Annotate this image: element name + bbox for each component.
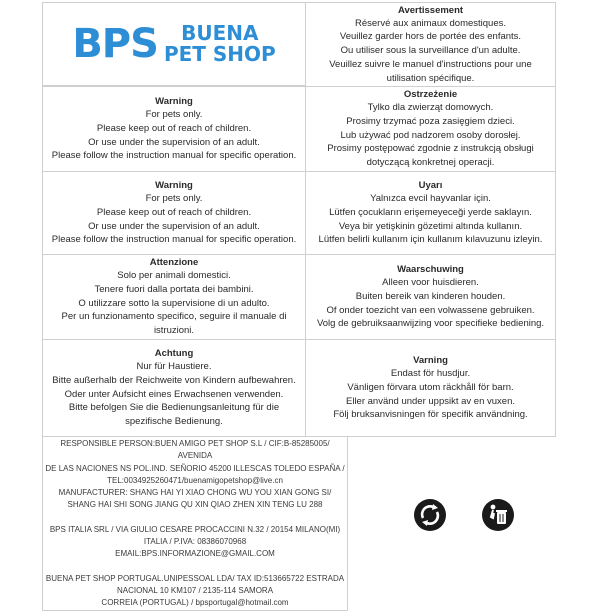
block-line: Bitte außerhalb der Reichweite von Kindern aufbewahren. [52, 374, 296, 386]
block-line: Veuillez garder hors de portée des enfants. [339, 31, 522, 43]
brand-logo [72, 22, 275, 66]
warning-block-en-1 [42, 86, 306, 172]
company-line: CORREIA (PORTUGAL) / bpsportugal@hotmail.com [101, 598, 289, 608]
block-line: Or use under the supervision of an adult. [88, 220, 260, 232]
block-line: Lütfen belirli kullanım için kullanım kılavuzunu izleyin. [318, 234, 543, 246]
block-line: For pets only. [145, 108, 203, 120]
block-heading: Attenzione [149, 257, 199, 268]
block-line: Or use under the supervision of an adult. [88, 136, 260, 148]
block-line: Réservé aux animaux domestiques. [354, 17, 507, 29]
block-line: Ou utiliser sous la surveillance d'un adulte. [340, 45, 521, 57]
block-line: Prosimy trzymać poza zasięgiem dzieci. [346, 115, 515, 127]
block-line: Please keep out of reach of children. [96, 122, 252, 134]
brand-initials: BPS [72, 21, 158, 67]
block-line: Solo per animali domestici. [117, 270, 231, 281]
warning-block-en-2 [42, 171, 306, 255]
block-line: Of onder toezicht van een volwassene gebruiken. [326, 304, 535, 316]
block-line: istruzioni. [153, 325, 195, 337]
company-line: DE LAS NACIONES NS POL.IND. SEÑORIO 45200 ILLESCAS TOLEDO ESPAÑA / [45, 463, 345, 473]
block-heading: Warning [155, 179, 193, 191]
block-line: Yalnızca evcil hayvanlar için. [370, 192, 491, 204]
company-info [42, 436, 348, 611]
block-line: For pets only. [145, 192, 203, 204]
block-heading: Avertissement [397, 4, 464, 16]
company-line: ITALIA / P.IVA: 08386070968 [143, 537, 247, 547]
block-heading: Waarschuwing [397, 263, 464, 275]
company-line: BUENA PET SHOP PORTUGAL.UNIPESSOAL LDA/ TAX ID:513665722 ESTRADA [45, 573, 345, 583]
block-line: dotyczącą konkretnej operacji. [366, 157, 495, 169]
block-heading: Uyarı [418, 179, 443, 191]
block-heading: Varning [413, 354, 448, 366]
block-line: Alleen voor huisdieren. [382, 276, 479, 288]
warning-block-de [42, 339, 306, 437]
company-spacer [43, 512, 347, 524]
block-line: utilisation spécifique. [386, 72, 475, 84]
block-line: Eller använd under uppsikt av en vuxen. [346, 395, 515, 407]
block-line: Vänligen förvara utom räckhåll för barn. [347, 381, 514, 393]
block-line: Veya bir yetişkinin gözetimi altında kullanın. [338, 220, 523, 232]
block-line: Nur für Haustiere. [136, 361, 212, 372]
disposal-icons [413, 498, 515, 532]
warning-block-tr [305, 171, 556, 255]
block-line: Lütfen çocukların erişemeyeceği yerde saklayın. [329, 206, 532, 218]
block-line: Volg de gebruiksaanwijzing voor specifieke bediening. [316, 318, 545, 330]
block-line: O utilizzare sotto la supervisione di un adulto. [78, 297, 270, 309]
warning-block-fr [305, 2, 556, 87]
company-line: MANUFACTURER: SHANG HAI YI XIAO CHONG WU YOU XIAN GONG SI/ [58, 488, 332, 498]
logo-cell [42, 2, 306, 86]
warning-block-pl [305, 86, 556, 172]
block-heading: Warning [155, 95, 193, 107]
block-line: Please keep out of reach of children. [96, 206, 252, 218]
block-line: Please follow the instruction manual for specific operation. [51, 234, 297, 246]
tidyman-bin-icon [481, 498, 515, 532]
block-line: Prosimy postępować zgodnie z instrukcją obsługi [327, 143, 534, 155]
company-line: BPS ITALIA SRL / VIA GIULIO CESARE PROCACCINI N.32 / 20154 MILANO(MI) [49, 524, 341, 534]
block-line: Buiten bereik van kinderen houden. [355, 290, 506, 302]
block-line: Please follow the instruction manual for specific operation. [51, 150, 297, 162]
block-line: Följ bruksanvisningen för specifik användning. [333, 409, 528, 421]
warning-block-it [42, 254, 306, 340]
block-line: spezifische Bedienung. [125, 416, 223, 428]
company-spacer [43, 561, 347, 573]
brand-line-2: PET SHOP [163, 42, 276, 66]
brand-line-1: BUENA [181, 21, 259, 45]
block-line: Endast för husdjur. [390, 367, 471, 379]
block-line: Oder unter Aufsicht eines Erwachsenen verwenden. [64, 388, 284, 400]
block-line: Bitte befolgen Sie die Bedienungsanleitung für die [68, 402, 280, 414]
block-heading: Ostrzeżenie [403, 89, 458, 100]
company-line: NACIONAL 10 KM107 / 2135-114 SAMORA [116, 585, 274, 595]
block-line: Lub używać pod nadzorem osoby dorosłej. [340, 129, 521, 141]
company-line: TEL:0034925260471/buenamigopetshop@live.cn [107, 475, 283, 485]
block-heading: Achtung [154, 348, 194, 359]
company-line: EMAIL:BPS.INFORMAZIONE@GMAIL.COM [115, 549, 275, 559]
warning-block-nl [305, 254, 556, 340]
company-line: SHANG HAI SHI SONG JIANG QU XIN QIAO ZHEN XIN TENG LU 288 [67, 500, 323, 510]
block-line: Tylko dla zwierząt domowych. [367, 102, 494, 113]
block-line: Per un funzionamento specifico, seguire il manuale di [61, 311, 287, 323]
block-line: Veuillez suivre le manuel d'instructions pour une [329, 58, 532, 70]
company-line: RESPONSIBLE PERSON:BUEN AMIGO PET SHOP S.L / CIF:B-85285005/ AVENIDA [60, 439, 330, 461]
block-line: Tenere fuori dalla portata dei bambini. [94, 283, 254, 295]
recycle-symbol-icon [413, 498, 447, 532]
warning-block-sv [305, 339, 556, 437]
